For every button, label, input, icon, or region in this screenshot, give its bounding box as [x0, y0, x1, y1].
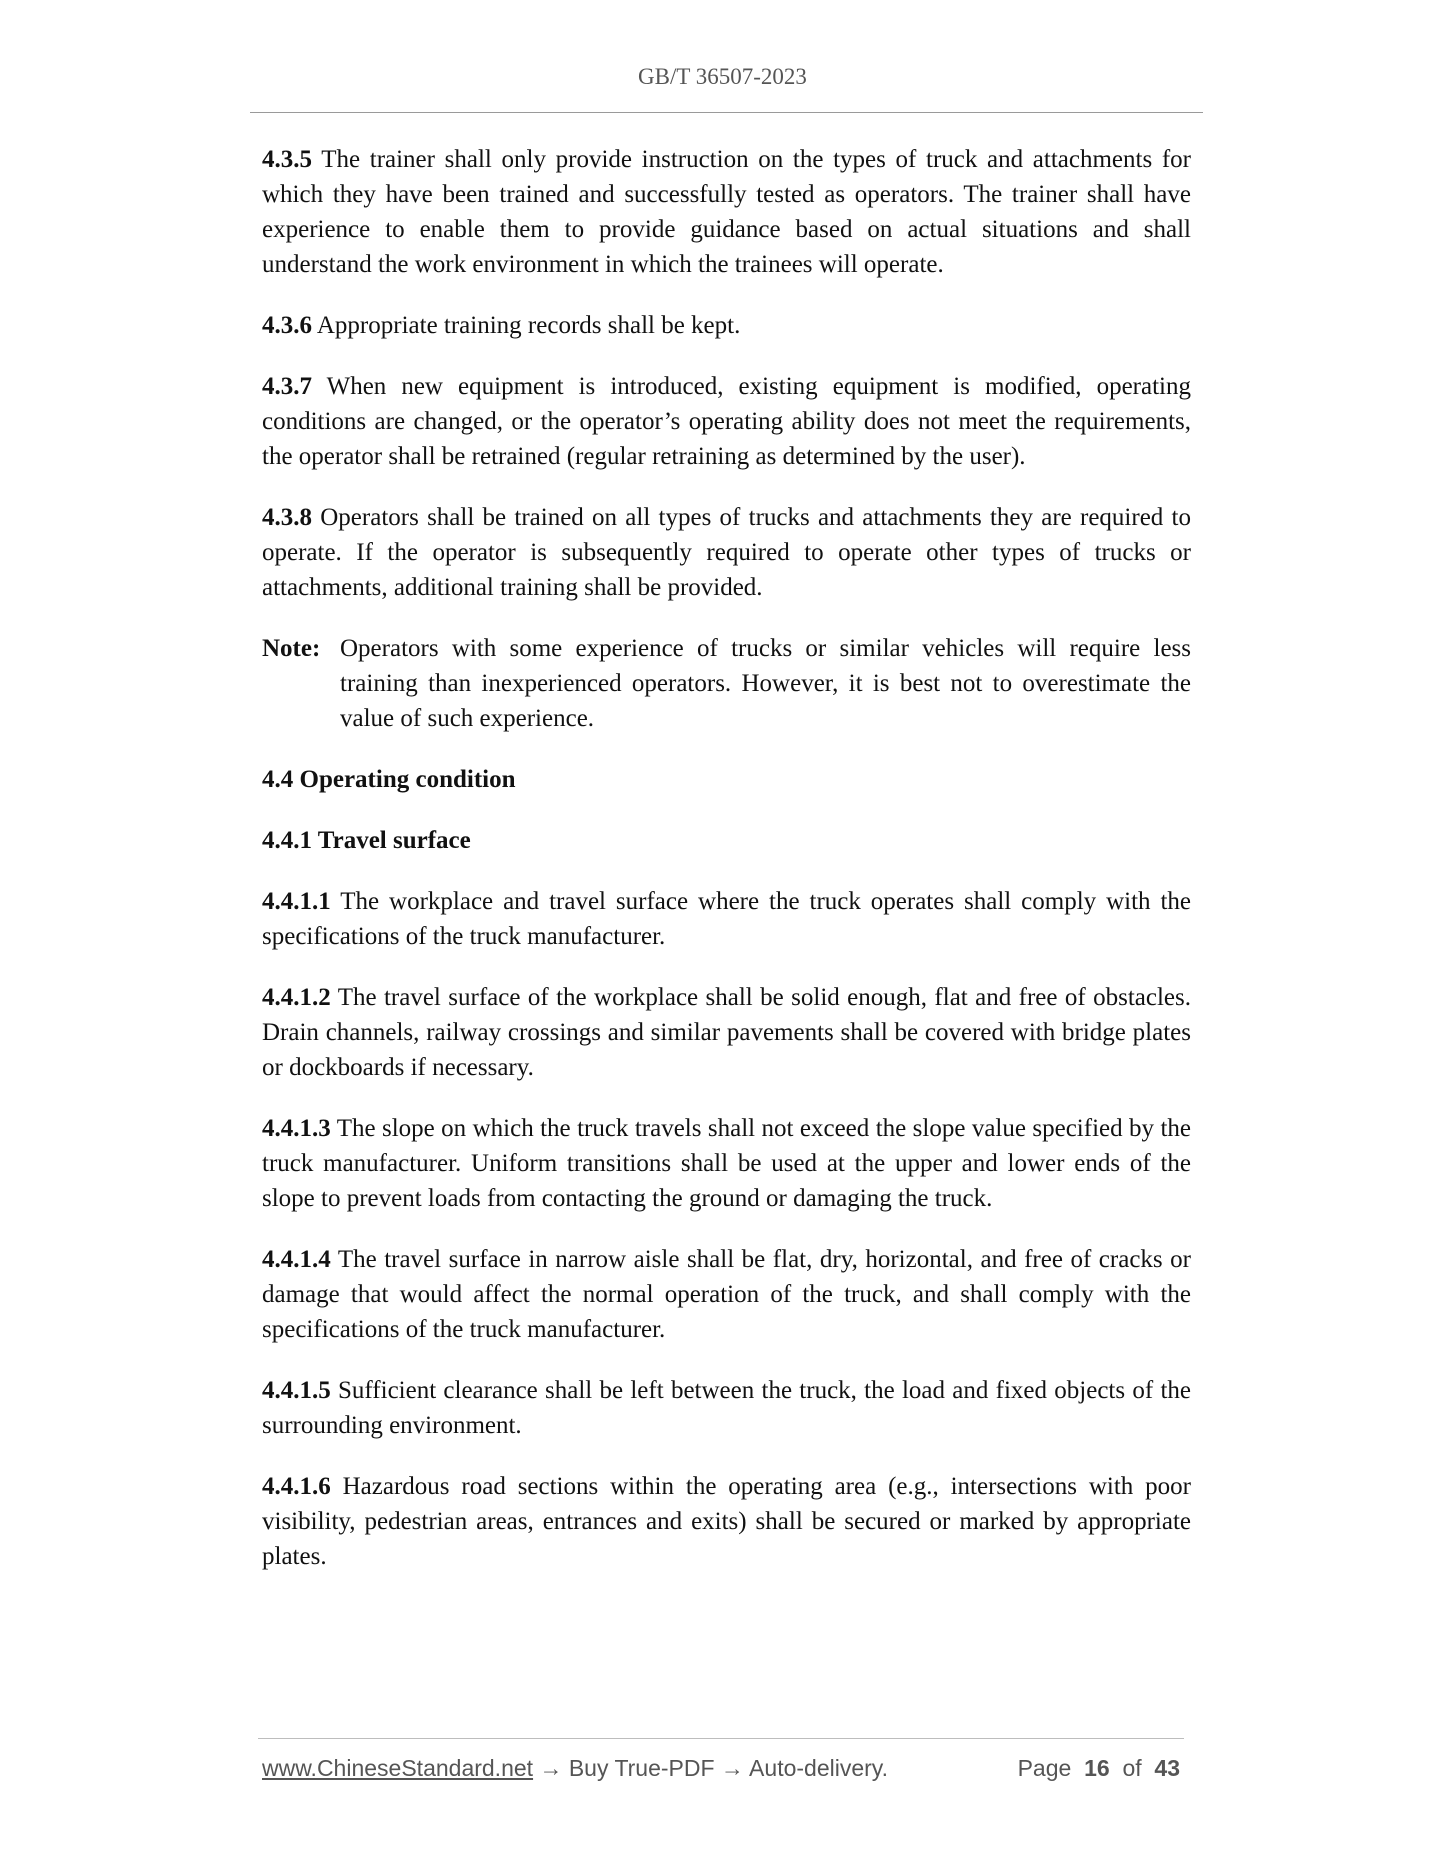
clause-number: 4.3.6	[262, 312, 312, 339]
clause-4-4-1-5	[262, 1373, 1191, 1443]
clause-text: Sufficient clearance shall be left between the truck, the load and fixed objects of the surrounding environment.	[262, 1377, 1191, 1439]
note-label: Note:	[262, 635, 321, 662]
clause-number: 4.3.7	[262, 373, 312, 400]
clause-4-3-5	[262, 142, 1191, 282]
header-divider	[250, 112, 1203, 113]
clause-text: Operators shall be trained on all types of trucks and attachments they are required to operate. If the operator is subsequently required to operate other types of trucks or attachments, additional training shall be provided.	[262, 504, 1191, 601]
clause-4-4-1-4	[262, 1242, 1191, 1347]
clause-number: 4.4.1.3	[262, 1115, 331, 1142]
clause-text: When new equipment is introduced, existing equipment is modified, operating conditions are changed, or the operator’s operating ability does not meet the requirements, the operator shall be retrained (regular retraining as determined by the user).	[262, 373, 1191, 470]
page-of-label: of	[1122, 1755, 1142, 1781]
clause-text: Appropriate training records shall be kept.	[316, 312, 741, 339]
footer-tagline: → Buy True-PDF → Auto-delivery.	[533, 1755, 888, 1781]
page-footer	[262, 1755, 1180, 1789]
document-id-header: GB/T 36507-2023	[638, 64, 807, 89]
section-heading-4-4: 4.4 Operating condition	[262, 766, 516, 793]
clause-number: 4.4.1.1	[262, 888, 331, 915]
clause-text: The trainer shall only provide instruction on the types of truck and attachments for which they have been trained and successfully tested as operators. The trainer shall have experience to enable them to provide guidance based on actual situations and shall understand the work environment in which the trainees will operate.	[262, 146, 1191, 278]
clause-text: The travel surface of the workplace shall be solid enough, flat and free of obstacles. Drain channels, railway crossings and similar pavements shall be covered with bridge plates or dockboards if necessary.	[262, 984, 1191, 1081]
clause-4-4-1-6	[262, 1469, 1191, 1574]
clause-text: The travel surface in narrow aisle shall be flat, dry, horizontal, and free of cracks or damage that would affect the normal operation of the truck, and shall comply with the specifications of the truck manufacturer.	[262, 1246, 1191, 1343]
footer-divider	[258, 1738, 1184, 1739]
footer-promo	[262, 1755, 888, 1782]
page-current: 16	[1084, 1755, 1110, 1781]
clause-4-4-1-1	[262, 884, 1191, 954]
clause-number: 4.4.1.5	[262, 1377, 331, 1404]
clause-4-3-7	[262, 369, 1191, 474]
document-body	[262, 142, 1191, 1600]
clause-number: 4.4.1.6	[262, 1473, 331, 1500]
clause-number: 4.4.1.2	[262, 984, 331, 1011]
section-heading-4-4-1: 4.4.1 Travel surface	[262, 827, 471, 854]
page-indicator	[1018, 1755, 1180, 1782]
clause-4-4-1-3	[262, 1111, 1191, 1216]
page-label: Page	[1017, 1755, 1072, 1781]
note-text: Operators with some experience of trucks or similar vehicles will require less training than inexperienced operators. However, it is best not to overestimate the value of such experience.	[340, 635, 1191, 732]
clause-4-4-1-2	[262, 980, 1191, 1085]
clause-number: 4.3.5	[262, 146, 312, 173]
clause-4-3-6	[262, 308, 1191, 343]
note-block	[262, 631, 1191, 736]
clause-text: The workplace and travel surface where the truck operates shall comply with the specifications of the truck manufacturer.	[262, 888, 1191, 950]
clause-text: The slope on which the truck travels shall not exceed the slope value specified by the truck manufacturer. Uniform transitions shall be used at the upper and lower ends of the slope to prevent loads from contacting the ground or damaging the truck.	[262, 1115, 1191, 1212]
website-link[interactable]: www.ChineseStandard.net	[262, 1755, 534, 1781]
clause-4-3-8	[262, 500, 1191, 605]
clause-text: Hazardous road sections within the operating area (e.g., intersections with poor visibility, pedestrian areas, entrances and exits) shall be secured or marked by appropriate plates.	[262, 1473, 1191, 1570]
page-total: 43	[1154, 1755, 1180, 1781]
clause-number: 4.4.1.4	[262, 1246, 331, 1273]
clause-number: 4.3.8	[262, 504, 312, 531]
